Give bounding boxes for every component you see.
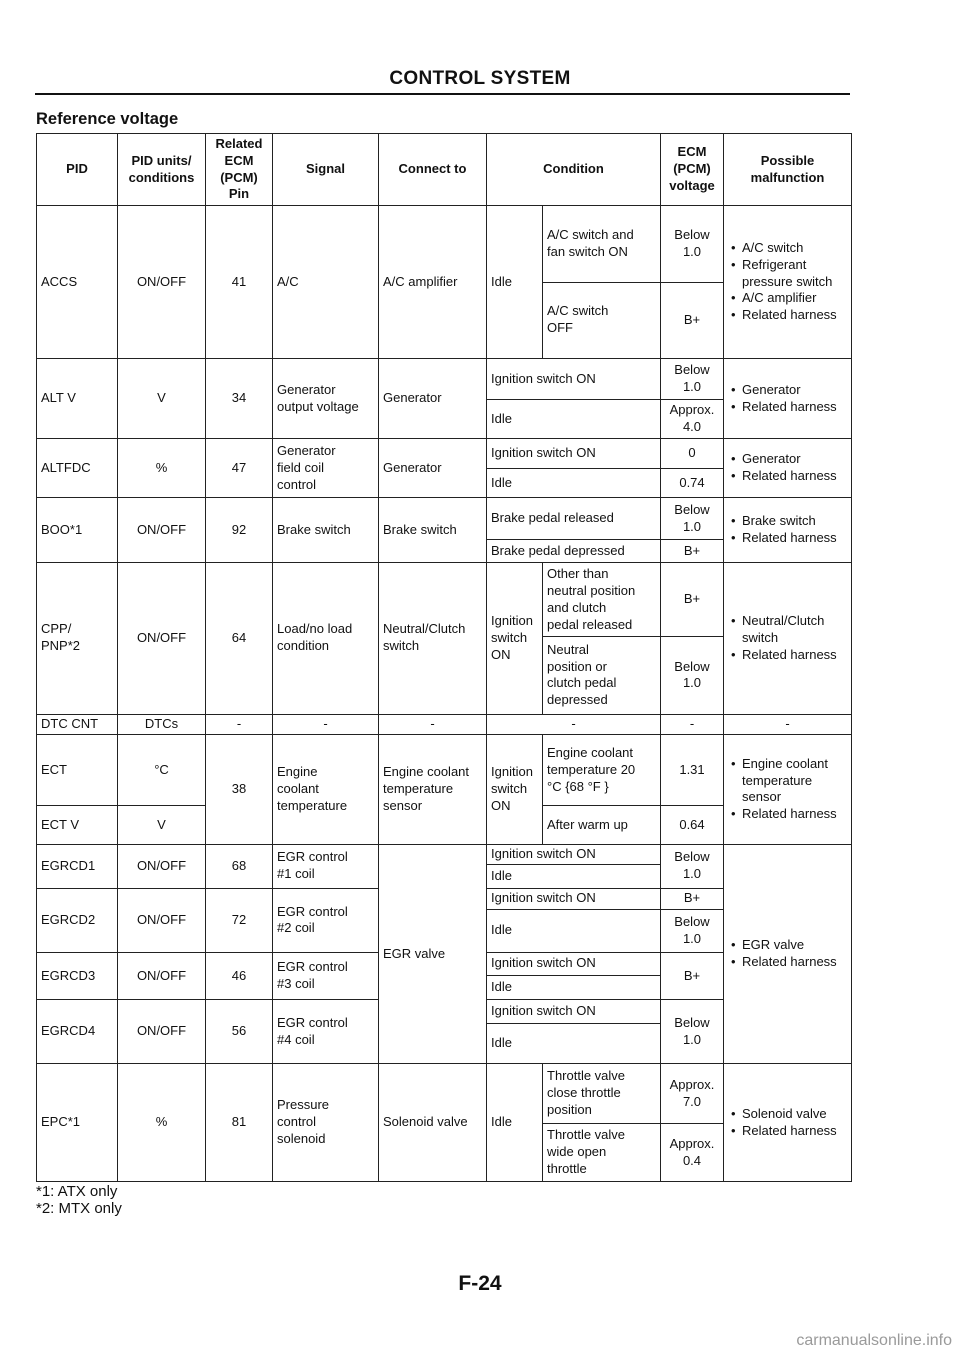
- units-cell: V: [118, 806, 206, 844]
- footnotes: [36, 1183, 122, 1217]
- units-cell: ON/OFF: [118, 498, 206, 563]
- malfunction-list: [728, 382, 847, 416]
- malfunction-item: • Brake switch: [742, 513, 847, 530]
- connect-cell: Neutral/Clutch switch: [379, 563, 487, 715]
- pid-cell: ECT: [37, 735, 118, 806]
- voltage-cell: -: [661, 714, 724, 735]
- voltage-cell: 0.74: [661, 469, 724, 498]
- table-row: [37, 735, 852, 806]
- connect-cell: Brake switch: [379, 498, 487, 563]
- sub-condition-cell: A/C switch and fan switch ON: [543, 206, 661, 282]
- col-condition: Condition: [487, 134, 661, 206]
- malfunction-cell: [724, 1064, 852, 1182]
- malfunction-item: • Generator: [742, 451, 847, 468]
- connect-cell: Generator: [379, 358, 487, 438]
- condition-cell: Brake pedal released: [487, 498, 661, 540]
- sub-condition-cell: Other than neutral position and clutch pedal released: [543, 563, 661, 637]
- units-cell: ON/OFF: [118, 888, 206, 952]
- sub-condition-cell: Neutral position or clutch pedal depressed: [543, 637, 661, 714]
- malfunction-item: • Related harness: [742, 647, 847, 664]
- signal-cell: EGR control #1 coil: [273, 844, 379, 888]
- pin-cell: 64: [206, 563, 273, 715]
- condition-cell: Ignition switch ON: [487, 563, 543, 715]
- pid-cell: DTC CNT: [37, 714, 118, 735]
- condition-cell: Idle: [487, 909, 661, 952]
- malfunction-item: • Generator: [742, 382, 847, 399]
- title-rule: [35, 93, 850, 95]
- pin-cell: 56: [206, 1000, 273, 1064]
- condition-cell: Ignition switch ON: [487, 952, 661, 975]
- signal-cell: Load/no load condition: [273, 563, 379, 715]
- voltage-cell: 1.31: [661, 735, 724, 806]
- table-row: [37, 1064, 852, 1124]
- voltage-cell: B+: [661, 888, 724, 909]
- pid-cell: BOO*1: [37, 498, 118, 563]
- pid-cell: ALTFDC: [37, 439, 118, 498]
- units-cell: DTCs: [118, 714, 206, 735]
- voltage-cell: Below 1.0: [661, 206, 724, 282]
- watermark: carmanualsonline.info: [796, 1332, 952, 1349]
- table-row: [37, 844, 852, 865]
- condition-cell: Idle: [487, 400, 661, 439]
- sub-condition-cell: Throttle valve wide open throttle: [543, 1124, 661, 1182]
- malfunction-cell: [724, 439, 852, 498]
- malfunction-item: • Refrigerant pressure switch: [742, 257, 847, 291]
- pin-cell: 41: [206, 206, 273, 359]
- condition-cell: Ignition switch ON: [487, 1000, 661, 1024]
- col-pid: PID: [37, 134, 118, 206]
- condition-cell: Brake pedal depressed: [487, 540, 661, 563]
- pid-cell: ECT V: [37, 806, 118, 844]
- table-row: [37, 206, 852, 282]
- voltage-cell: Below 1.0: [661, 844, 724, 888]
- signal-cell: A/C: [273, 206, 379, 359]
- page-title: CONTROL SYSTEM: [389, 68, 571, 89]
- table-row: [37, 358, 852, 399]
- signal-cell: -: [273, 714, 379, 735]
- pin-cell: 81: [206, 1064, 273, 1182]
- pid-cell: ACCS: [37, 206, 118, 359]
- signal-cell: Pressure control solenoid: [273, 1064, 379, 1182]
- units-cell: ON/OFF: [118, 563, 206, 715]
- section-heading: Reference voltage: [36, 110, 179, 128]
- units-cell: ON/OFF: [118, 844, 206, 888]
- condition-cell: Ignition switch ON: [487, 439, 661, 469]
- malfunction-item: • Related harness: [742, 806, 847, 823]
- malfunction-item: • Related harness: [742, 1123, 847, 1140]
- pid-cell: EGRCD3: [37, 952, 118, 999]
- malfunction-list: [728, 513, 847, 547]
- voltage-cell: Below 1.0: [661, 909, 724, 952]
- pin-cell: 38: [206, 735, 273, 844]
- voltage-cell: Below 1.0: [661, 1000, 724, 1064]
- voltage-cell: Below 1.0: [661, 637, 724, 714]
- col-malfunction: Possible malfunction: [724, 134, 852, 206]
- col-voltage: ECM (PCM) voltage: [661, 134, 724, 206]
- pid-cell: ALT V: [37, 358, 118, 438]
- condition-cell: Idle: [487, 1024, 661, 1064]
- voltage-cell: B+: [661, 282, 724, 358]
- malfunction-list: [728, 451, 847, 485]
- malfunction-item: • Related harness: [742, 399, 847, 416]
- pin-cell: 34: [206, 358, 273, 438]
- footnote-mtx: *2: MTX only: [36, 1200, 122, 1217]
- condition-cell: Ignition switch ON: [487, 888, 661, 909]
- pin-cell: 72: [206, 888, 273, 952]
- signal-cell: Brake switch: [273, 498, 379, 563]
- voltage-cell: Approx. 7.0: [661, 1064, 724, 1124]
- malfunction-cell: [724, 498, 852, 563]
- page-number: F-24: [458, 1272, 502, 1295]
- connect-cell: EGR valve: [379, 844, 487, 1064]
- pid-cell: CPP/ PNP*2: [37, 563, 118, 715]
- footnote-atx: *1: ATX only: [36, 1183, 118, 1200]
- connect-cell: Engine coolant temperature sensor: [379, 735, 487, 844]
- malfunction-item: • Related harness: [742, 307, 847, 324]
- units-cell: V: [118, 358, 206, 438]
- col-pin: Related ECM (PCM) Pin: [206, 134, 273, 206]
- table-row: [37, 714, 852, 735]
- pin-cell: 92: [206, 498, 273, 563]
- voltage-cell: Approx. 0.4: [661, 1124, 724, 1182]
- malfunction-item: • Related harness: [742, 468, 847, 485]
- col-units: PID units/ conditions: [118, 134, 206, 206]
- table-row: [37, 439, 852, 469]
- col-connect: Connect to: [379, 134, 487, 206]
- malfunction-cell: [724, 206, 852, 359]
- voltage-cell: Approx. 4.0: [661, 400, 724, 439]
- condition-cell: Idle: [487, 975, 661, 1000]
- condition-cell: Idle: [487, 865, 661, 889]
- connect-cell: A/C amplifier: [379, 206, 487, 359]
- voltage-cell: 0: [661, 439, 724, 469]
- malfunction-list: [728, 1106, 847, 1140]
- malfunction-cell: [724, 358, 852, 438]
- units-cell: %: [118, 1064, 206, 1182]
- connect-cell: -: [379, 714, 487, 735]
- connect-cell: Generator: [379, 439, 487, 498]
- signal-cell: Engine coolant temperature: [273, 735, 379, 844]
- malfunction-cell: [724, 563, 852, 715]
- condition-cell: -: [487, 714, 661, 735]
- malfunction-cell: [724, 735, 852, 844]
- malfunction-item: • A/C switch: [742, 240, 847, 257]
- voltage-cell: Below 1.0: [661, 498, 724, 540]
- table-row: [37, 563, 852, 637]
- malfunction-cell: -: [724, 714, 852, 735]
- pid-cell: EPC*1: [37, 1064, 118, 1182]
- voltage-cell: Below 1.0: [661, 358, 724, 399]
- malfunction-item: • A/C amplifier: [742, 290, 847, 307]
- signal-cell: Generator field coil control: [273, 439, 379, 498]
- pid-cell: EGRCD4: [37, 1000, 118, 1064]
- voltage-cell: 0.64: [661, 806, 724, 844]
- condition-cell: Idle: [487, 1064, 543, 1182]
- pid-cell: EGRCD2: [37, 888, 118, 952]
- sub-condition-cell: Throttle valve close throttle position: [543, 1064, 661, 1124]
- sub-condition-cell: After warm up: [543, 806, 661, 844]
- voltage-cell: B+: [661, 563, 724, 637]
- malfunction-item: • Related harness: [742, 530, 847, 547]
- header-row: [37, 134, 852, 206]
- signal-cell: EGR control #2 coil: [273, 888, 379, 952]
- col-signal: Signal: [273, 134, 379, 206]
- condition-cell: Ignition switch ON: [487, 735, 543, 844]
- malfunction-list: [728, 937, 847, 971]
- malfunction-item: • Solenoid valve: [742, 1106, 847, 1123]
- malfunction-list: [728, 240, 847, 324]
- sub-condition-cell: A/C switch OFF: [543, 282, 661, 358]
- signal-cell: EGR control #3 coil: [273, 952, 379, 999]
- malfunction-item: • Related harness: [742, 954, 847, 971]
- pin-cell: 46: [206, 952, 273, 999]
- voltage-cell: B+: [661, 952, 724, 999]
- condition-cell: Idle: [487, 206, 543, 359]
- malfunction-item: • Engine coolant temperature sensor: [742, 756, 847, 807]
- signal-cell: Generator output voltage: [273, 358, 379, 438]
- malfunction-cell: [724, 844, 852, 1064]
- malfunction-list: [728, 613, 847, 664]
- units-cell: ON/OFF: [118, 952, 206, 999]
- condition-cell: Idle: [487, 469, 661, 498]
- condition-cell: Ignition switch ON: [487, 844, 661, 865]
- units-cell: %: [118, 439, 206, 498]
- reference-voltage-table: [36, 133, 852, 1182]
- malfunction-item: • EGR valve: [742, 937, 847, 954]
- pin-cell: -: [206, 714, 273, 735]
- pin-cell: 68: [206, 844, 273, 888]
- sub-condition-cell: Engine coolant temperature 20 °C {68 °F }: [543, 735, 661, 806]
- units-cell: ON/OFF: [118, 206, 206, 359]
- pin-cell: 47: [206, 439, 273, 498]
- condition-cell: Ignition switch ON: [487, 358, 661, 399]
- pid-cell: EGRCD1: [37, 844, 118, 888]
- malfunction-item: • Neutral/Clutch switch: [742, 613, 847, 647]
- table-row: [37, 498, 852, 540]
- malfunction-list: [728, 756, 847, 824]
- connect-cell: Solenoid valve: [379, 1064, 487, 1182]
- units-cell: °C: [118, 735, 206, 806]
- signal-cell: EGR control #4 coil: [273, 1000, 379, 1064]
- units-cell: ON/OFF: [118, 1000, 206, 1064]
- voltage-cell: B+: [661, 540, 724, 563]
